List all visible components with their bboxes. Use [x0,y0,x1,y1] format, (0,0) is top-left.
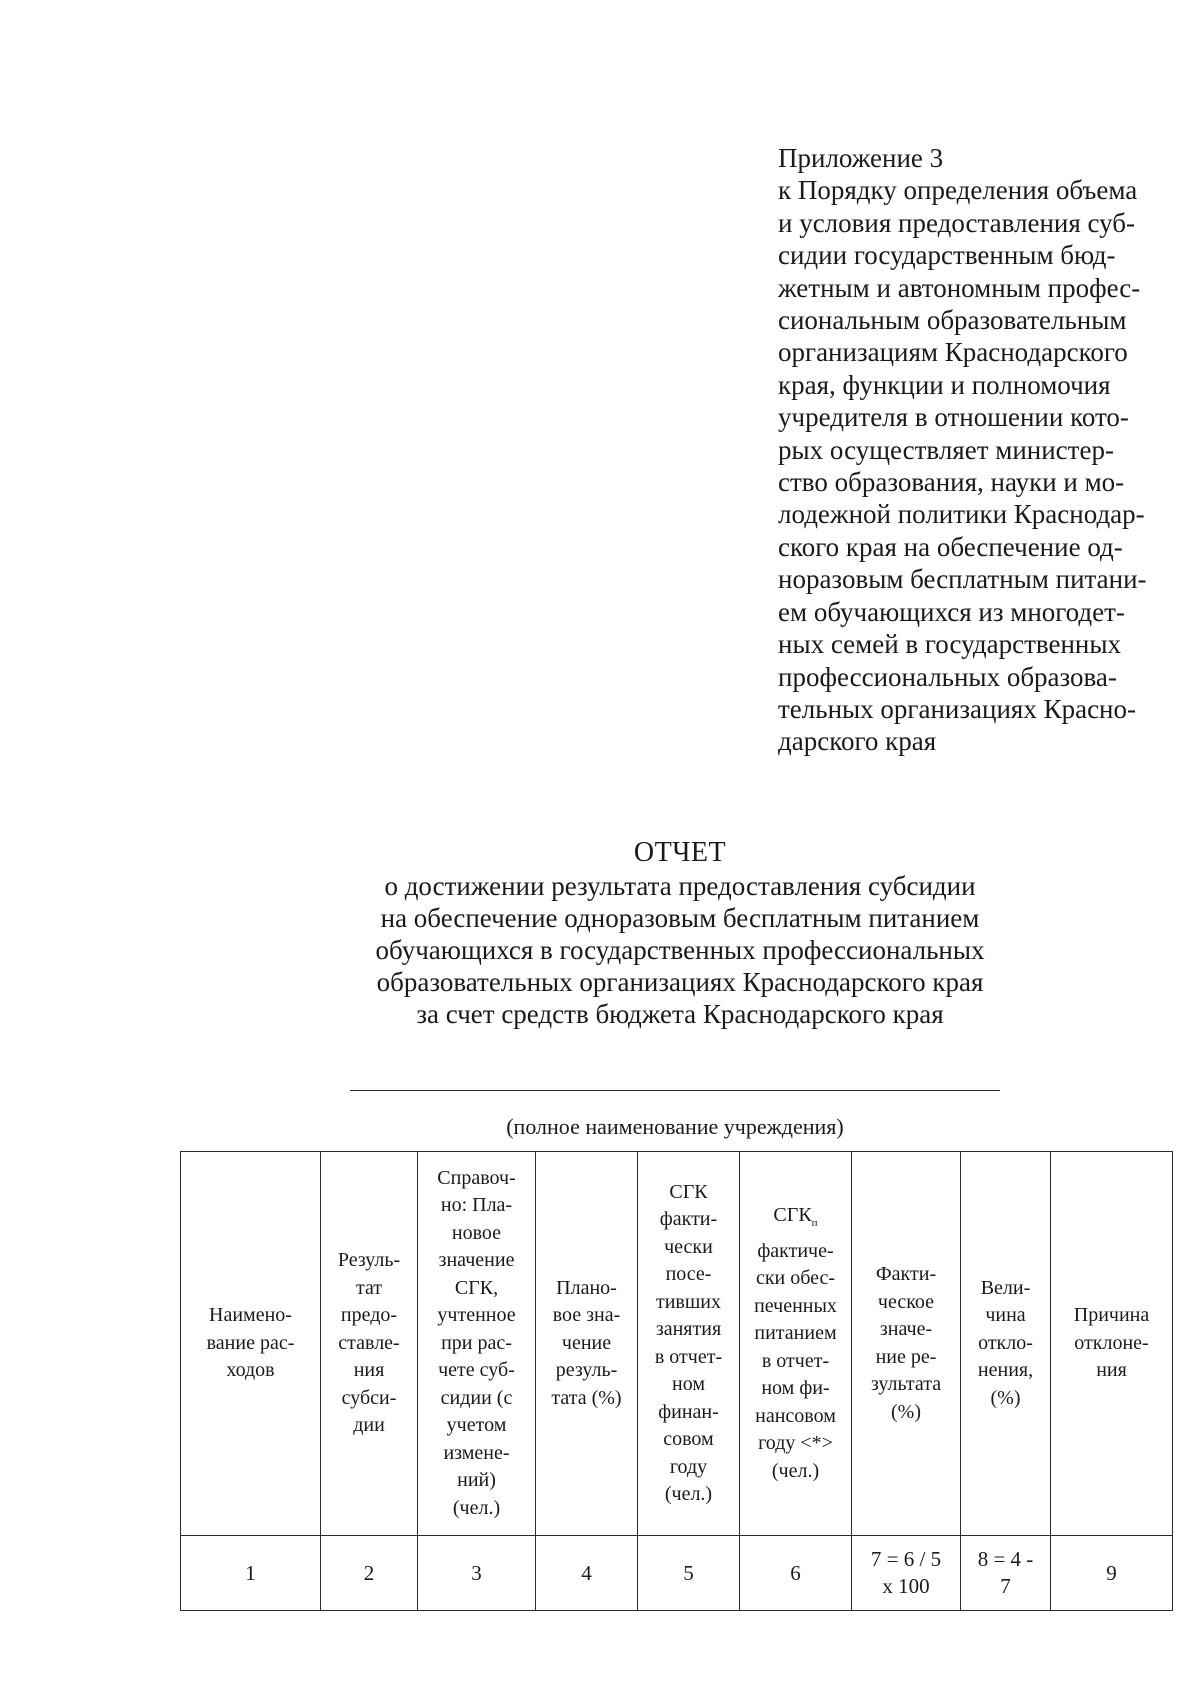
column-number: 1 [245,1560,256,1585]
header-line: чете суб- [438,1359,515,1382]
header-cell [1051,1152,1173,1536]
appendix-line: ем обучающихся из многодет- [778,596,1125,627]
appendix-line: лодежной политики Краснодар- [778,499,1145,530]
column-number: 9 [1106,1560,1117,1585]
header-line: Вели- [980,1276,1031,1299]
appendix-line: ных семей в государственных [778,629,1122,660]
column-number: 7 [1000,1574,1011,1598]
header-line: тат [355,1276,383,1299]
header-line: ния [353,1359,385,1382]
header-line-sgk [754,1202,837,1238]
header-line: сидии (с [440,1386,513,1409]
header-line: СГК [669,1180,708,1203]
appendix-line: тельных организациях Красно- [778,693,1137,724]
header-line: Факти- [875,1263,937,1285]
appendix-line: ство образования, науки и мо- [778,467,1125,498]
header-line: печенных [754,1294,837,1317]
header-line: откло- [978,1331,1033,1354]
header-line: чина [985,1304,1026,1327]
header-line: резуль- [555,1359,618,1382]
header-line: нения, [977,1359,1034,1382]
header-line: ние ре- [875,1345,937,1368]
institution-caption: (полное наименование учреждения) [506,1114,844,1139]
header-line: в отчет- [761,1349,830,1372]
header-line: Плано- [556,1276,617,1299]
column-number: 5 [683,1560,694,1585]
header-cell [961,1152,1051,1536]
sgk-subscript: п [811,1217,818,1229]
subtitle-line: обучающихся в государственных профессиональных [375,935,985,965]
column-number: 6 [790,1560,801,1585]
appendix-line: жетным и автономным профес- [778,272,1141,303]
header-line: (%) [990,1386,1021,1409]
header-line: ставле- [338,1331,400,1354]
header-line: посе- [665,1263,712,1285]
header-line: в отчет- [654,1345,723,1368]
header-line: совом [663,1428,714,1450]
column-number-cell [418,1536,536,1611]
header-line: отклоне- [1074,1331,1149,1354]
header-line: но: Пла- [440,1194,513,1217]
column-number: x 100 [882,1574,930,1598]
column-number: 2 [363,1560,375,1585]
column-number: 7 = 6 / 5 [870,1547,942,1571]
header-line: СГК, [454,1276,499,1299]
column-number-cell [852,1536,961,1611]
appendix-line: дарского края [778,726,937,757]
appendix-block [778,142,1178,758]
header-line: году [669,1455,708,1478]
header-line: Резуль- [337,1249,401,1272]
header-line: факти- [659,1208,718,1230]
subtitle-line: за счет средств бюджета Краснодарского края [416,999,944,1029]
column-number-cell [321,1536,418,1611]
header-line: Наимено- [209,1304,292,1327]
header-line: предо- [340,1304,398,1327]
header-line: (чел.) [452,1496,501,1519]
appendix-line: к Порядку определения объема [778,175,1138,206]
header-cell [418,1152,536,1536]
header-line: ски обес- [755,1267,836,1289]
header-cell [740,1152,852,1536]
appendix-line: профессиональных образова- [778,661,1117,692]
header-line: зультата [870,1373,942,1395]
table-header-row [181,1152,1173,1536]
header-cell [181,1152,321,1536]
header-line: питанием [754,1322,837,1344]
report-title-block [300,836,1060,1030]
header-line: вание рас- [206,1331,295,1354]
header-line: занятия [655,1318,722,1340]
header-line: Справоч- [437,1166,516,1189]
header-line: ном [672,1373,705,1395]
header-line: вое зна- [552,1304,621,1327]
sgk-label: СГК [773,1204,812,1226]
header-cell [321,1152,418,1536]
header-line: чение [561,1331,612,1354]
appendix-line: сиональным образовательным [778,305,1127,336]
report-subtitle [300,870,1060,1030]
header-line: новое [451,1221,502,1244]
header-line: измене- [443,1441,510,1464]
column-number-cell [740,1536,852,1611]
header-cell [638,1152,740,1536]
header-line: ходов [226,1359,275,1382]
appendix-line: и условия предоставления суб- [778,207,1136,238]
subtitle-line: о достижении результата предоставления субсидии [384,871,976,901]
column-number: 3 [471,1560,482,1585]
column-number-cell [961,1536,1051,1611]
header-cell [536,1152,638,1536]
column-number-cell [638,1536,740,1611]
header-line: субси- [341,1386,397,1409]
column-number: 4 [581,1560,592,1585]
table-column-numbers-row [181,1536,1173,1611]
header-line: ном фи- [761,1377,830,1399]
header-line: тата (%) [551,1386,622,1409]
header-line: (чел.) [771,1459,820,1482]
institution-name-line [350,1090,1000,1091]
appendix-line: норазовым бесплатным питани- [778,564,1147,595]
header-line: значе- [879,1318,933,1340]
report-title: ОТЧЕТ [633,837,727,868]
column-number-cell [181,1536,321,1611]
header-line: учетом [446,1414,507,1437]
header-line: Причина [1073,1304,1150,1327]
header-cell [852,1152,961,1536]
appendix-line: сидии государственным бюд- [778,240,1116,271]
header-line: нансовом [755,1404,836,1427]
header-line: дии [353,1414,385,1437]
appendix-line: рых осуществляет министер- [778,434,1114,465]
header-line: ния [1096,1359,1127,1382]
header-line: году <*> [758,1432,833,1454]
header-line: учтенное [437,1304,516,1327]
header-line: фактиче- [757,1239,834,1262]
header-line: (%) [891,1400,921,1423]
report-table [180,1151,1173,1611]
appendix-line: Приложение 3 [778,143,944,173]
appendix-line: учредителя в отношении кото- [778,402,1129,433]
column-number-cell [1051,1536,1173,1611]
appendix-line: организациям Краснодарского [778,337,1128,368]
subtitle-line: на обеспечение одноразовым бесплатным питанием [380,903,980,933]
header-line: финан- [658,1400,719,1423]
appendix-line: края, функции и полномочия [778,369,1111,400]
header-line: (чел.) [664,1483,713,1505]
header-line: ческое [877,1290,935,1313]
header-line: значение [438,1249,515,1272]
subtitle-line: образовательных организациях Краснодарского края [376,967,984,997]
header-line: ний) [457,1469,496,1492]
column-number: 8 = 4 - [977,1547,1034,1571]
column-number-cell [536,1536,638,1611]
appendix-line: ского края на обеспечение од- [778,531,1123,562]
header-line: при рас- [441,1331,512,1354]
header-line: тивших [655,1290,721,1313]
header-line: чески [664,1235,713,1258]
